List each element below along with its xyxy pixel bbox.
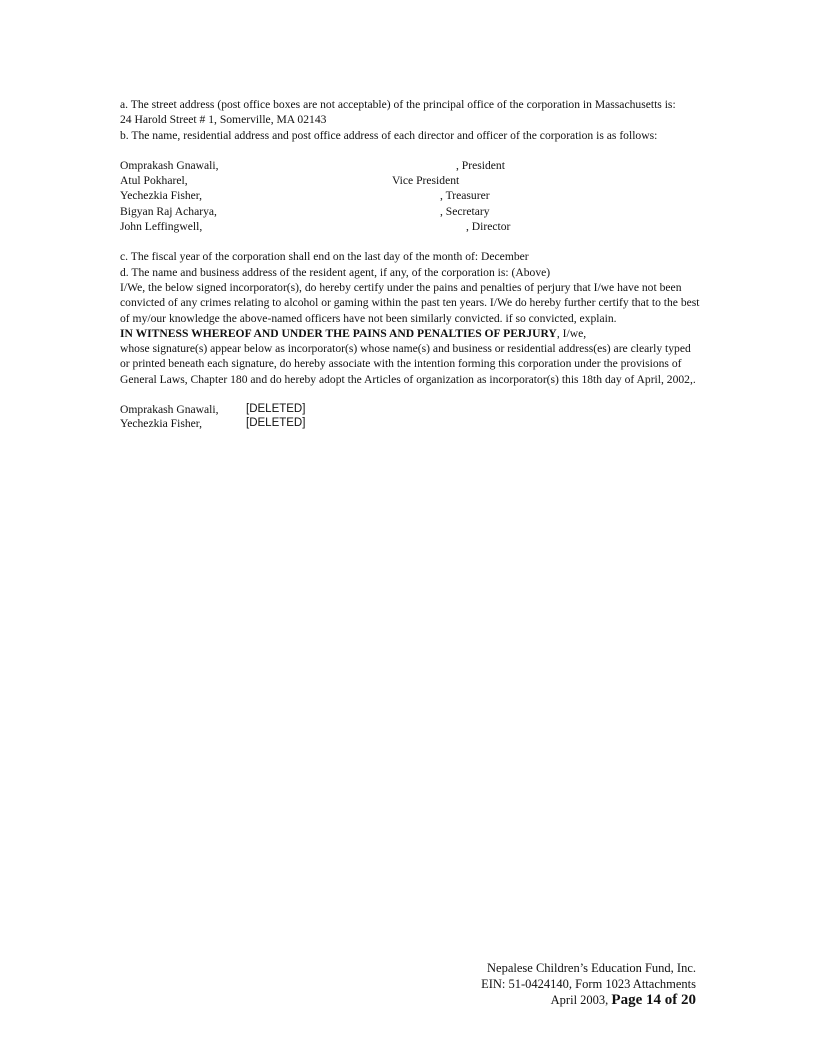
page-footer bbox=[481, 960, 696, 1008]
officer-list bbox=[120, 158, 700, 234]
officer-name: John Leffingwell, bbox=[120, 220, 203, 234]
page-number: Page 14 of 20 bbox=[611, 992, 696, 1008]
signer-name: Omprakash Gnawali, bbox=[120, 403, 219, 417]
officer-role: , Secretary bbox=[440, 204, 490, 218]
officer-role: , Treasurer bbox=[440, 189, 490, 203]
officer-row bbox=[120, 158, 700, 173]
signer-name: Yechezkia Fisher, bbox=[120, 417, 203, 431]
signature-value: [DELETED] bbox=[246, 417, 306, 430]
officer-name: Yechezkia Fisher, bbox=[120, 189, 203, 203]
document-body bbox=[120, 97, 700, 430]
footer-ein: EIN: 51-0424140, Form 1023 Attachments bbox=[481, 977, 696, 991]
officer-role: , Director bbox=[466, 220, 511, 234]
officer-name: Atul Pokharel, bbox=[120, 174, 188, 188]
officer-role: Vice President bbox=[392, 174, 460, 188]
officer-name: Bigyan Raj Acharya, bbox=[120, 204, 217, 218]
section-a-text: a. The street address (post office boxes are not acceptable) of the principal office of the corporation in Massachusetts is: bbox=[120, 98, 676, 111]
officer-row bbox=[120, 204, 700, 219]
witness-body: whose signature(s) appear below as incorporator(s) whose name(s) and business or residential address(es) are clearly typed or printed beneath each signature, do hereby associate with the intention forming this corporation under the provisions of General Laws, Chapter 180 and do hereby adopt the Articles of organization as incorporator(s) this 18th day of April, 2002,. bbox=[120, 342, 696, 386]
footer-date: April 2003, bbox=[550, 993, 609, 1007]
section-d-text: d. The name and business address of the resident agent, if any, of the corporation is: (Above) bbox=[120, 265, 551, 279]
certification-text: I/We, the below signed incorporator(s), do hereby certify under the pains and penalties of perjury that I/we have not been convicted of any crimes relating to alcohol or gaming within the past ten years. I/We do hereby further certify that to the best of my/our knowledge the above-named officers have not been similarly convicted. if so convicted, explain. bbox=[120, 280, 700, 325]
witness-heading: IN WITNESS WHEREOF AND UNDER THE PAINS AND PENALTIES OF PERJURY bbox=[120, 326, 557, 340]
officer-row bbox=[120, 173, 700, 188]
footer-page-line bbox=[481, 992, 696, 1008]
signature-row bbox=[120, 416, 700, 430]
signature-value: [DELETED] bbox=[246, 403, 306, 416]
officer-role: , President bbox=[456, 158, 505, 172]
officer-row bbox=[120, 188, 700, 203]
section-b-text: b. The name, residential address and post office address of each director and officer of the corporation is as follows: bbox=[120, 128, 658, 142]
witness-paragraph bbox=[120, 326, 700, 341]
principal-office-address: 24 Harold Street # 1, Somerville, MA 02143 bbox=[120, 113, 327, 127]
signature-block bbox=[120, 402, 700, 430]
witness-heading-tail: , I/we, bbox=[556, 326, 587, 340]
officer-name: Omprakash Gnawali, bbox=[120, 158, 219, 172]
officer-row bbox=[120, 219, 700, 234]
signature-row bbox=[120, 402, 700, 416]
footer-org-name: Nepalese Children’s Education Fund, Inc. bbox=[487, 961, 696, 975]
section-c-text: c. The fiscal year of the corporation shall end on the last day of the month of: December bbox=[120, 250, 529, 264]
